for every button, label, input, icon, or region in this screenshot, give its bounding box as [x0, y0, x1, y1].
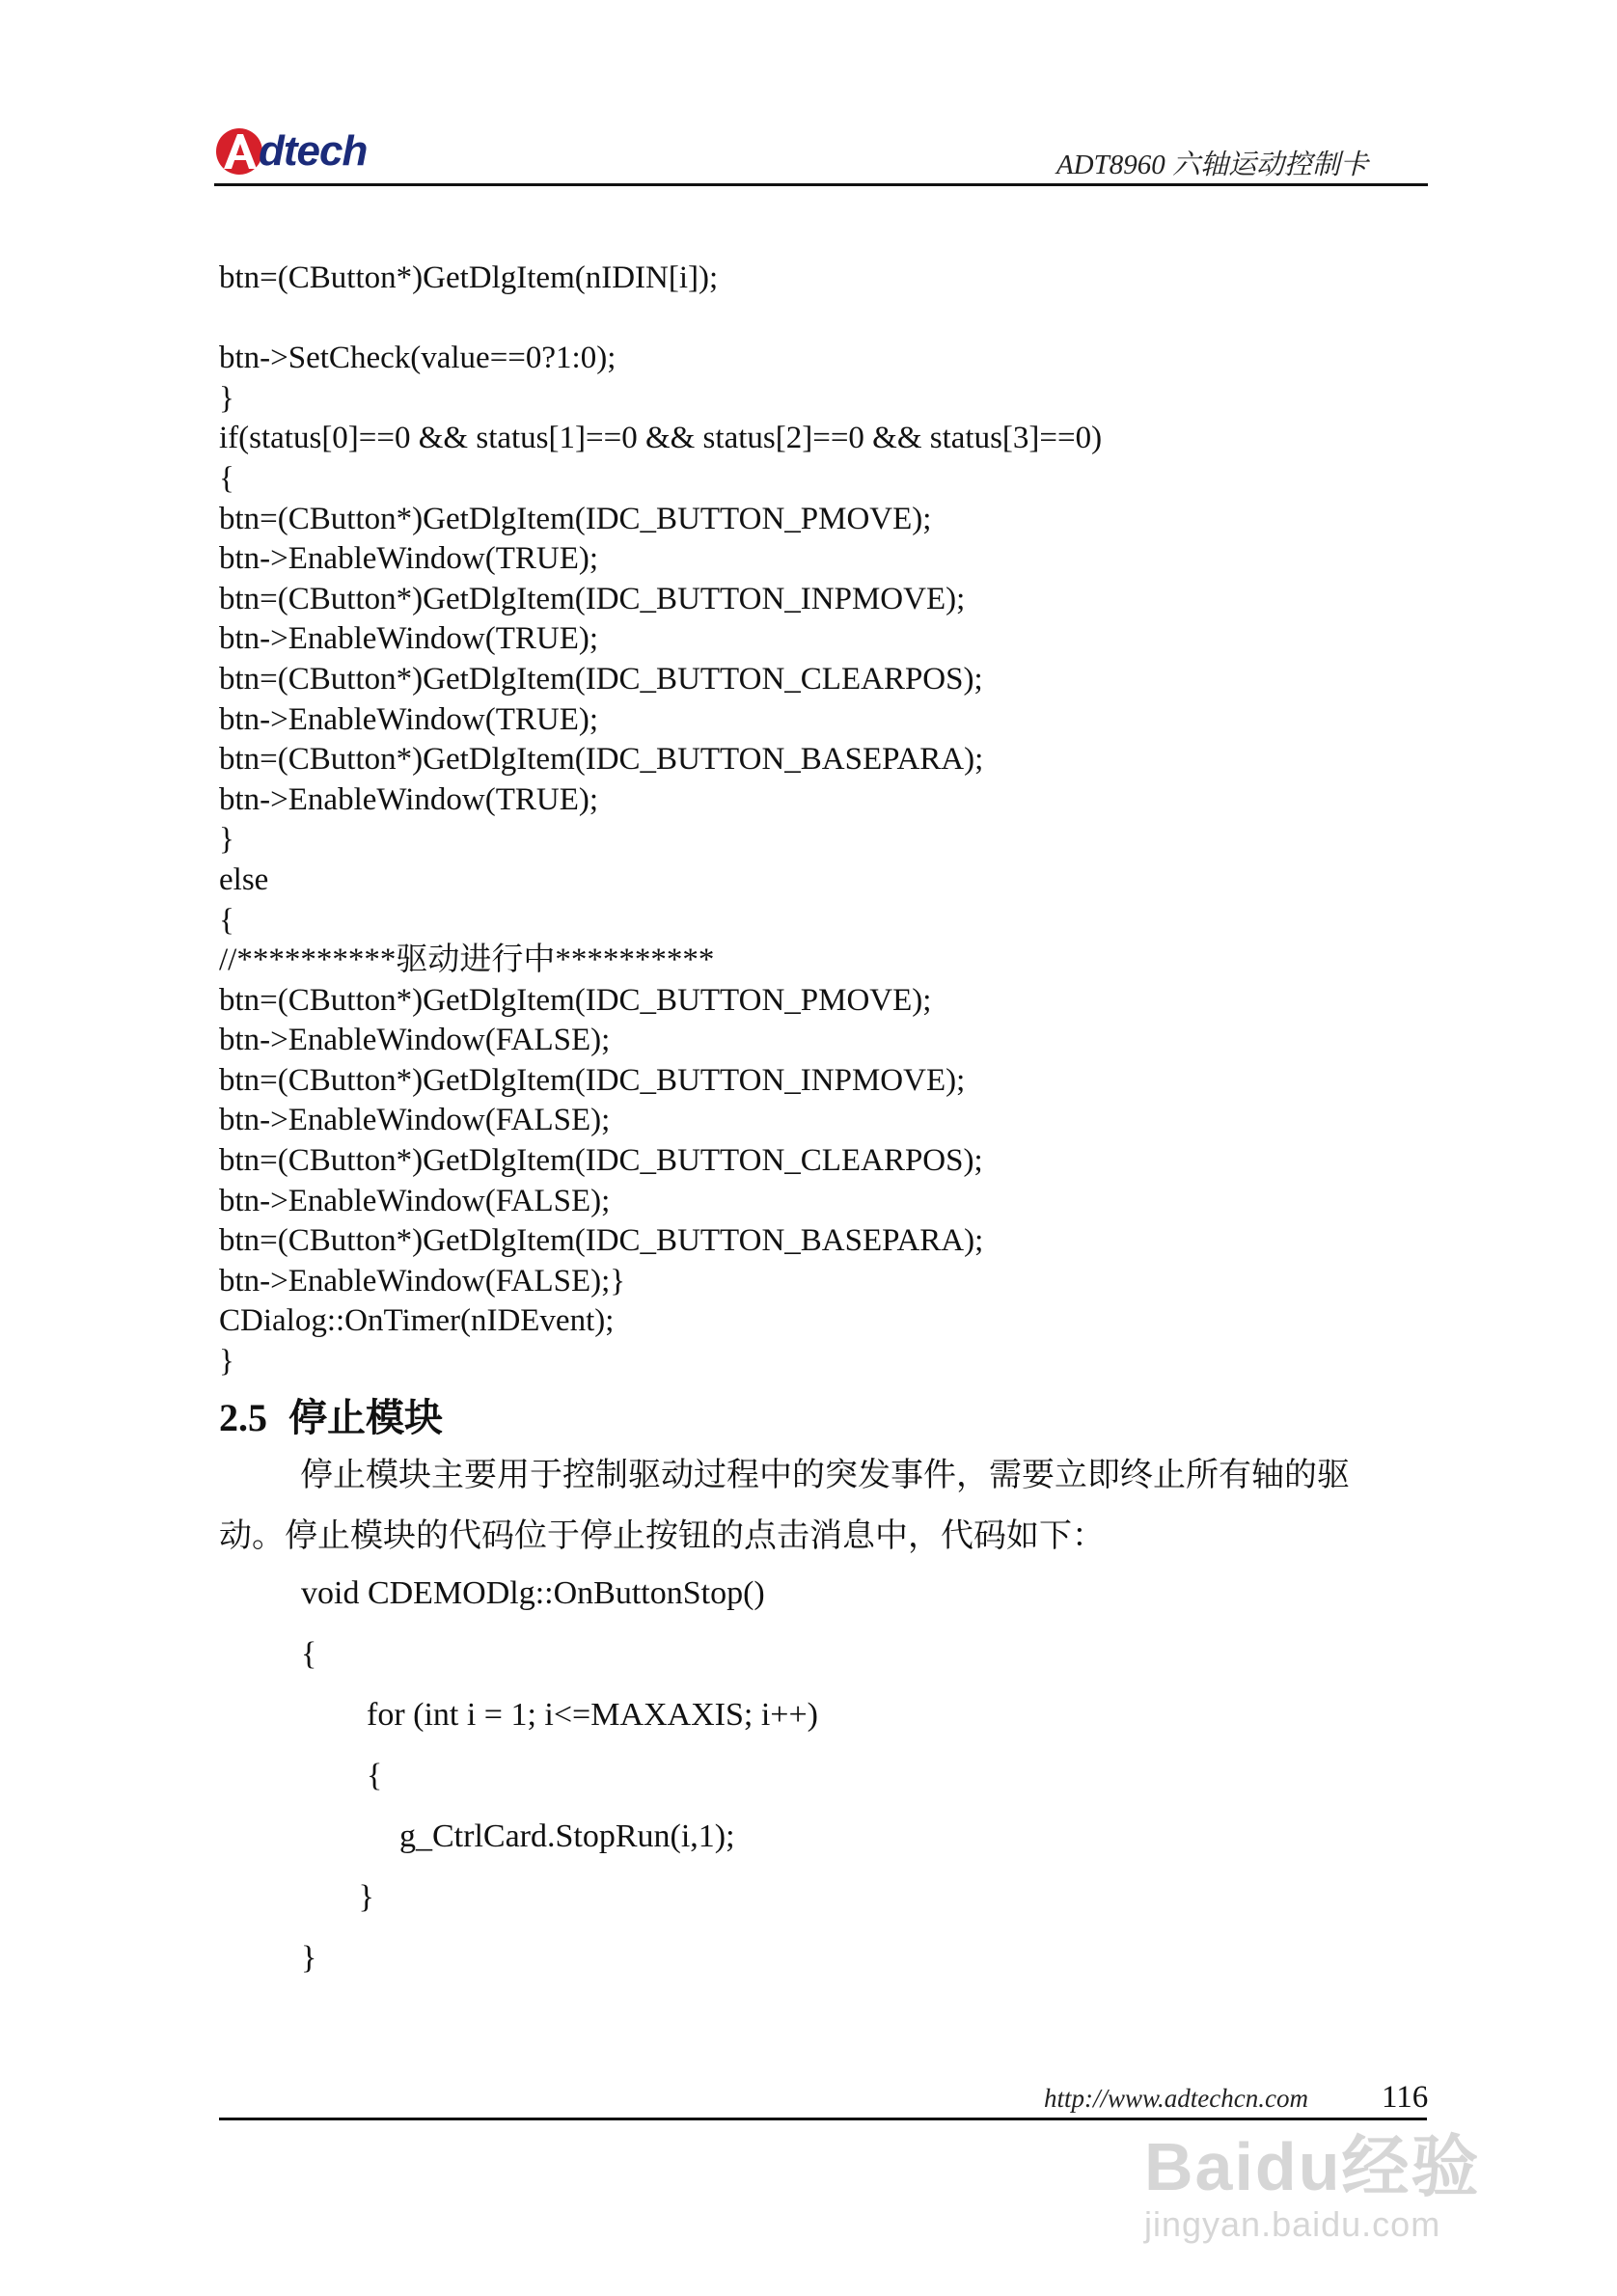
- section-title: 停止模块: [288, 1396, 443, 1439]
- code-line: [219, 299, 1377, 340]
- code-line: btn=(CButton*)GetDlgItem(IDC_BUTTON_BASEPARA);: [219, 742, 984, 778]
- code-line: btn=(CButton*)GetDlgItem(IDC_BUTTON_PMOVE);: [219, 982, 932, 1018]
- code-line: else: [219, 861, 269, 897]
- code-line: }: [301, 1940, 317, 1976]
- baidu-watermark: [1144, 2113, 1530, 2257]
- code-line: btn=(CButton*)GetDlgItem(IDC_BUTTON_INPMOVE);: [219, 581, 966, 616]
- page-number: 116: [1382, 2080, 1429, 2115]
- code-line: btn=(CButton*)GetDlgItem(IDC_BUTTON_CLEARPOS);: [219, 661, 983, 697]
- page-header: [214, 123, 1428, 185]
- code-line: }: [219, 1344, 234, 1380]
- code-block-1: [219, 259, 1377, 1382]
- code-line: {: [301, 1636, 317, 1672]
- code-line: {: [219, 902, 234, 938]
- code-line: btn->EnableWindow(FALSE);: [219, 1103, 611, 1138]
- code-line: //**********驱动进行中**********: [219, 943, 715, 978]
- code-line: CDialog::OnTimer(nIDEvent);: [219, 1303, 615, 1339]
- code-line: {: [219, 460, 234, 496]
- adtech-logo: [214, 123, 367, 179]
- code-line: btn->EnableWindow(TRUE);: [219, 781, 599, 817]
- body-paragraph: [219, 1445, 1427, 1567]
- paragraph-line: 停止模块主要用于控制驱动过程中的突发事件，需要立即终止所有轴的驱: [300, 1458, 1350, 1493]
- paragraph-line: 动。停止模块的代码位于停止按钮的点击消息中，代码如下：: [219, 1518, 1105, 1554]
- code-line: btn=(CButton*)GetDlgItem(IDC_BUTTON_INPMOVE);: [219, 1062, 966, 1098]
- header-rule: [214, 183, 1428, 186]
- section-heading: [219, 1387, 443, 1442]
- code-line: if(status[0]==0 && status[1]==0 && status[2]==0 && status[3]==0): [219, 421, 1103, 456]
- section-number: 2.5: [219, 1396, 267, 1439]
- code-line: btn=(CButton*)GetDlgItem(IDC_BUTTON_CLEARPOS);: [219, 1143, 983, 1179]
- code-line: }: [219, 822, 234, 858]
- code-line: btn->EnableWindow(FALSE);: [219, 1183, 611, 1218]
- code-line: {: [301, 1758, 383, 1793]
- code-line: btn=(CButton*)GetDlgItem(IDC_BUTTON_BASEPARA);: [219, 1223, 984, 1259]
- code-line: btn->EnableWindow(FALSE);}: [219, 1263, 626, 1298]
- adtech-logo-icon: [214, 126, 264, 177]
- code-line: btn=(CButton*)GetDlgItem(nIDIN[i]);: [219, 260, 719, 295]
- watermark-main: Baidu经验: [1144, 2129, 1481, 2204]
- code-line: btn->EnableWindow(FALSE);: [219, 1023, 611, 1058]
- watermark-sub: jingyan.baidu.com: [1144, 2204, 1441, 2244]
- code-line: }: [301, 1879, 374, 1915]
- footer-url: http://www.adtechcn.com: [1044, 2084, 1308, 2113]
- code-line: void CDEMODlg::OnButtonStop(): [301, 1575, 765, 1611]
- code-line: btn->EnableWindow(TRUE);: [219, 621, 599, 657]
- header-title: ADT8960 六轴运动控制卡: [1055, 150, 1368, 180]
- code-line: g_CtrlCard.StopRun(i,1);: [301, 1818, 735, 1854]
- code-line: for (int i = 1; i<=MAXAXIS; i++): [301, 1697, 818, 1733]
- code-line: btn=(CButton*)GetDlgItem(IDC_BUTTON_PMOVE);: [219, 501, 932, 536]
- code-line: btn->SetCheck(value==0?1:0);: [219, 341, 617, 376]
- code-line: }: [219, 380, 234, 416]
- code-line: btn->EnableWindow(TRUE);: [219, 701, 599, 737]
- logo-text: dtech: [259, 127, 368, 175]
- code-line: btn->EnableWindow(TRUE);: [219, 541, 599, 577]
- code-block-2: [301, 1563, 818, 1988]
